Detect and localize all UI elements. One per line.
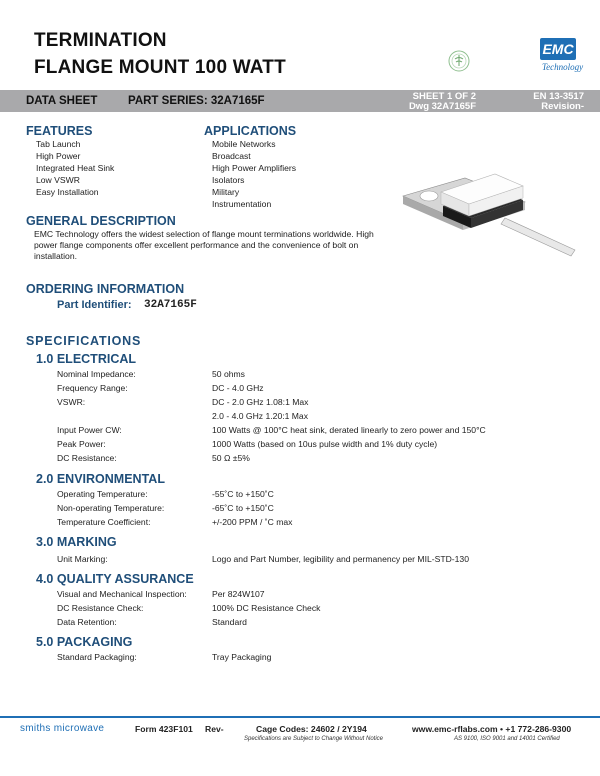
application-item: High Power Amplifiers: [212, 163, 297, 173]
spec-label: VSWR:: [57, 397, 86, 407]
part-identifier-label: Part Identifier:: [57, 299, 132, 311]
header-bar: [0, 90, 600, 112]
feature-item: Integrated Heat Sink: [36, 163, 115, 173]
marking-heading: 3.0 MARKING: [36, 535, 117, 549]
spec-label: DC Resistance:: [57, 453, 117, 463]
footer-revision: Rev-: [205, 724, 224, 734]
spec-value: 100 Watts @ 100°C heat sink, derated linearly to zero power and 150°C: [212, 425, 486, 435]
spec-label: Input Power CW:: [57, 425, 122, 435]
applications-heading: APPLICATIONS: [204, 124, 297, 138]
spec-value: DC - 2.0 GHz 1.08:1 Max: [212, 397, 309, 407]
spec-label: Nominal Impedance:: [57, 369, 136, 379]
feature-item: High Power: [36, 151, 81, 161]
certification-text: AS 9100, ISO 9001 and 14001 Certified: [454, 736, 560, 742]
spec-label: Visual and Mechanical Inspection:: [57, 589, 187, 599]
change-notice: Specifications are Subject to Change Without Notice: [244, 736, 384, 742]
spec-label: Unit Marking:: [57, 554, 108, 564]
spec-label: Standard Packaging:: [57, 652, 137, 662]
revision-label: Revision-: [541, 101, 584, 112]
application-item: Military: [212, 187, 240, 197]
feature-item: Low VSWR: [36, 175, 80, 185]
features-heading: FEATURES: [26, 124, 93, 138]
part-identifier-value: 32A7165F: [144, 299, 197, 311]
spec-value: 50 ohms: [212, 369, 245, 379]
drawing-number: Dwg 32A7165F: [408, 101, 476, 112]
spec-value: DC - 4.0 GHz: [212, 383, 264, 393]
spec-value: Per 824W107: [212, 589, 265, 599]
spec-label: Non-operating Temperature:: [57, 503, 165, 513]
quality-assurance-heading: 4.0 QUALITY ASSURANCE: [36, 572, 194, 586]
spec-value: 100% DC Resistance Check: [212, 603, 321, 613]
footer-divider: [0, 716, 600, 718]
electrical-heading: 1.0 ELECTRICAL: [36, 352, 137, 366]
title-line-1: TERMINATION: [34, 30, 167, 51]
spec-value: 2.0 - 4.0 GHz 1.20:1 Max: [212, 411, 309, 421]
cage-codes: Cage Codes: 24602 / 2Y194: [256, 724, 367, 734]
spec-label: Frequency Range:: [57, 383, 128, 393]
spec-label: DC Resistance Check:: [57, 603, 144, 613]
spec-label: Temperature Coefficient:: [57, 517, 151, 527]
spec-value: -55˚C to +150˚C: [212, 489, 274, 499]
specifications-heading: SPECIFICATIONS: [26, 334, 142, 348]
general-description-heading: GENERAL DESCRIPTION: [26, 214, 176, 228]
feature-item: Tab Launch: [36, 139, 81, 149]
product-image: [395, 168, 585, 268]
general-description-text: EMC Technology offers the widest selection of flange mount terminations worldwide. High power flange components offer excellent performance and the convenience of bolt on installation.: [34, 229, 374, 261]
environmental-heading: 2.0 ENVIRONMENTAL: [36, 472, 165, 486]
spec-value: +/-200 PPM / ˚C max: [212, 517, 293, 527]
feature-item: Easy Installation: [36, 187, 99, 197]
spec-label: Peak Power:: [57, 439, 106, 449]
emc-logo: EMC: [540, 38, 576, 60]
spec-value: 50 Ω ±5%: [212, 453, 250, 463]
spec-label: Operating Temperature:: [57, 489, 148, 499]
form-number: Form 423F101: [135, 724, 193, 734]
spec-value: -65˚C to +150˚C: [212, 503, 274, 513]
packaging-heading: 5.0 PACKAGING: [36, 635, 133, 649]
spec-value: Standard: [212, 617, 247, 627]
spec-value: 1000 Watts (based on 10us pulse width and 1% duty cycle): [212, 439, 438, 449]
data-sheet-label: DATA SHEET: [26, 95, 98, 107]
en-number: EN 13-3517: [533, 91, 584, 102]
ordering-heading: ORDERING INFORMATION: [26, 282, 185, 296]
contact-info: www.emc-rflabs.com • +1 772-286-9300: [412, 724, 572, 734]
spec-value: Logo and Part Number, legibility and permanency per MIL-STD-130: [212, 554, 469, 564]
application-item: Broadcast: [212, 151, 251, 161]
title-line-2: FLANGE MOUNT 100 WATT: [34, 57, 286, 78]
emc-logo-subtext: Technology: [542, 62, 584, 72]
application-item: Mobile Networks: [212, 139, 276, 149]
spec-value: Tray Packaging: [212, 652, 272, 662]
spec-label: Data Retention:: [57, 617, 117, 627]
application-item: Instrumentation: [212, 199, 272, 209]
application-item: Isolators: [212, 175, 245, 185]
sheet-number: SHEET 1 OF 2: [412, 91, 476, 102]
part-series-label: PART SERIES: 32A7165F: [128, 95, 265, 107]
company-logo-text: smiths microwave: [20, 723, 105, 734]
eco-seal-icon: [448, 50, 470, 72]
